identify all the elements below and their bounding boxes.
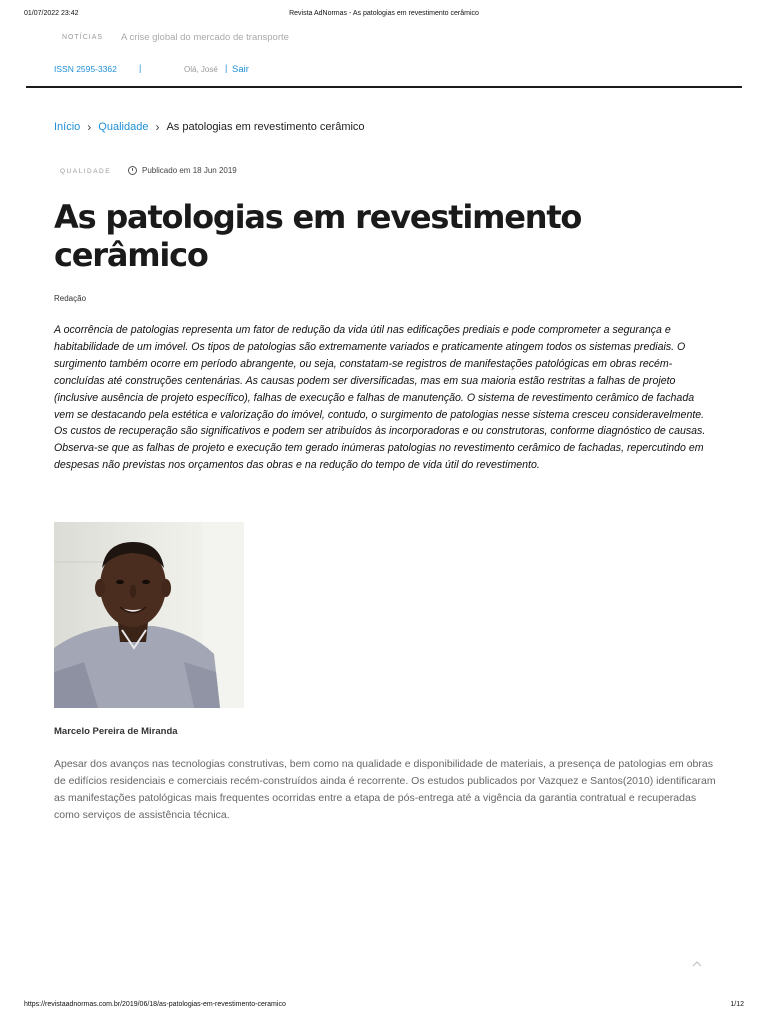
issn-number: ISSN 2595-3362 [54, 64, 117, 74]
breadcrumb [54, 120, 365, 134]
article-lead: A ocorrência de patologias representa um fator de redução da vida útil nas edificações prediais e pode comprometer a segurança e habitabilidade de um imóvel. Os tipos de patologias são extremamente variados e praticamente atingem todos os sistemas prediais. O surgimento também ocorre em período abrangente, ou seja, constatam-se registros de manifestações patológicas em obras recém-concluídas até construções centenárias. As causas podem ser diversificadas, mas em sua maioria estão restritas a falhas de projeto (inclusive ausência de projeto específico), falhas de execução e falhas de manutenção. O sistema de revestimento cerâmico de fachada vem se destacando pela estética e valorização do imóvel, contudo, o surgimento de patologias nesse sistema cresceu consideravelmente. Os custos de recuperação são significativos e podem ser atribuídos às incorporadoras e ou construtoras, conforme diagnóstico de causas. Observa-se que as falhas de projeto e execução tem gerado inúmeras patologias no revestimento cerâmico de fachadas, repercutindo em despesas não previstas nos orçamentos das obras e na redução do tempo de vida útil do revestimento. [54, 324, 706, 472]
article-body-paragraph: Apesar dos avanços nas tecnologias construtivas, bem como na qualidade e disponibilidade de materiais, a presença de patologias em obras de edifícios residenciais e comerciais recém-construídos ainda é recorrente. Os estudos publicados por Vazquez e Santos(2010) identificaram as manifestações patológicas mais frequentes ocorridas entre a etapa de pós-entrega até a vigência da garantia contratual e recuperadas como serviços de assistência técnica. [54, 758, 716, 821]
article-category[interactable]: QUALIDADE [60, 168, 112, 175]
print-date: 01/07/2022 23:42 [24, 10, 79, 17]
clock-icon [128, 166, 137, 175]
chevron-up-icon [692, 961, 702, 967]
scroll-to-top-button[interactable] [690, 957, 704, 971]
print-page-title: Revista AdNormas - As patologias em revestimento cerâmico [289, 10, 479, 17]
user-greeting: Olá, José [184, 65, 218, 74]
print-page-number: 1/12 [730, 1001, 744, 1008]
publish-date [128, 166, 237, 175]
author-photo [54, 522, 244, 708]
breadcrumb-current: As patologias em revestimento cerâmico [166, 121, 365, 133]
publish-date-text: Publicado em 18 Jun 2019 [142, 166, 237, 175]
topbar-separator: | [139, 63, 142, 73]
topbar-separator: | [225, 63, 228, 73]
news-ticker-headline[interactable]: A crise global do mercado de transporte [121, 32, 289, 43]
chevron-right-icon: › [155, 120, 160, 134]
print-url: https://revistaadnormas.com.br/2019/06/18/as-patologias-em-revestimento-ceramico [24, 1001, 286, 1008]
header-divider [26, 86, 742, 88]
article-author: Redação [54, 294, 87, 303]
logout-link[interactable]: Sair [232, 64, 249, 75]
chevron-right-icon: › [87, 120, 92, 134]
breadcrumb-home-link[interactable]: Início [54, 121, 81, 133]
photo-caption: Marcelo Pereira de Miranda [54, 726, 178, 737]
breadcrumb-category-link[interactable]: Qualidade [98, 121, 149, 133]
news-ticker-label: NOTÍCIAS [62, 34, 104, 41]
article-title: As patologias em revestimento cerâmico [54, 198, 582, 274]
